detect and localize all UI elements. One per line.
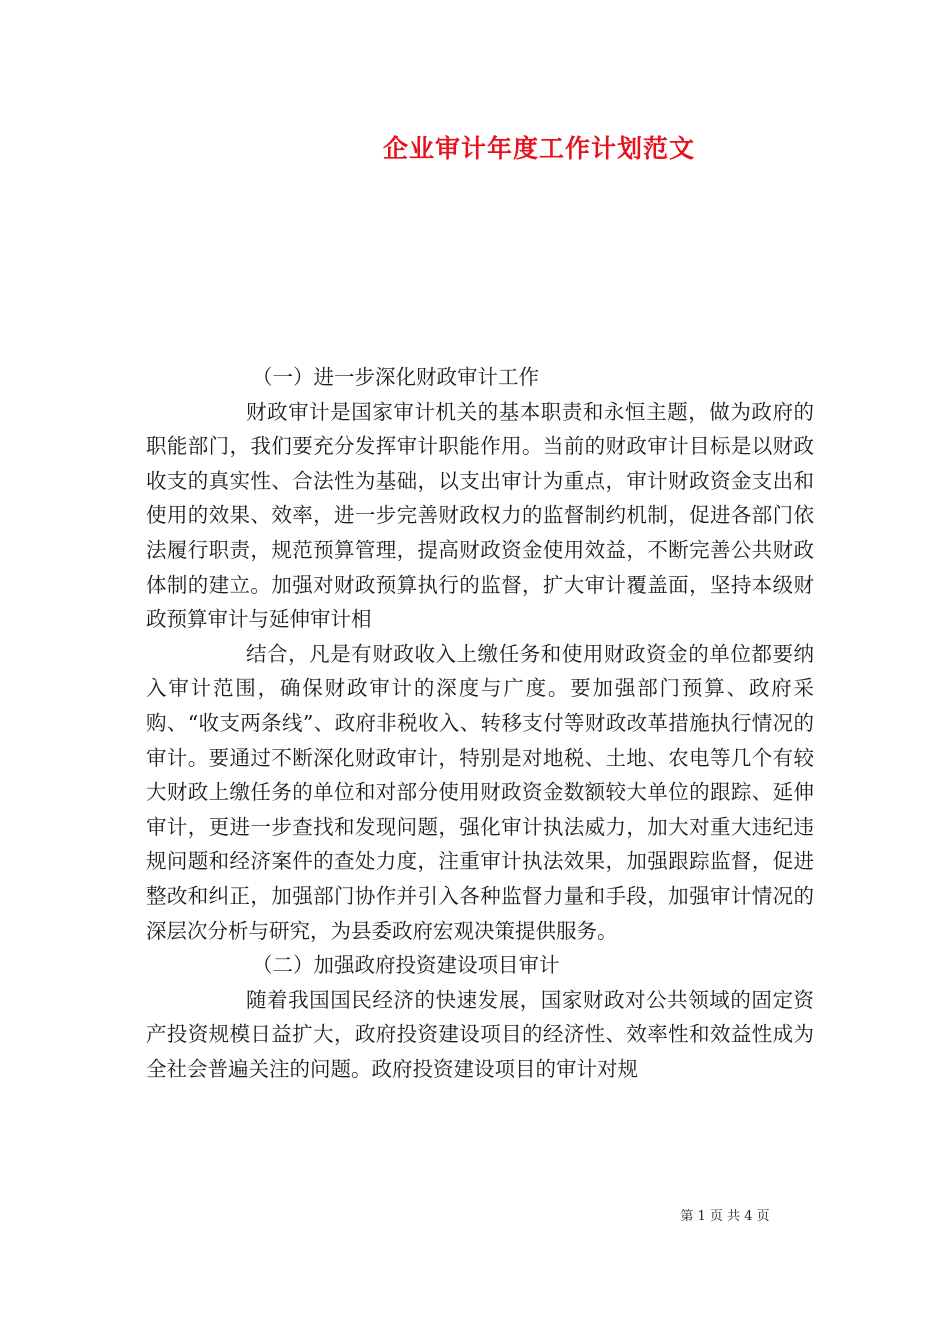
section-heading-1: （一）进一步深化财政审计工作 bbox=[252, 365, 539, 389]
document-body bbox=[146, 360, 814, 1086]
paragraph: 随着我国国民经济的快速发展，国家财政对公共领域的固定资产投资规模日益扩大，政府投资建设项目的经济性、效率性和效益性成为全社会普遍关注的问题。政府投资建设项目的审计对规 bbox=[146, 987, 814, 1081]
section-heading-2: （二）加强政府投资建设项目审计 bbox=[252, 953, 560, 978]
page-number-footer: 第 1 页 共 4 页 bbox=[680, 1209, 770, 1224]
paragraph: 结合，凡是有财政收入上缴任务和使用财政资金的单位都要纳入审计范围，确保财政审计的深度与广度。要加强部门预算、政府采购、“收支两条线”、政府非税收入、转移支付等财政改革措施执行情况的审计。要通过不断深化财政审计，特别是对地税、土地、农电等几个有较大财政上缴任务的单位和对部分使用财政资金数额较大单位的跟踪、延伸审计，更进一步查找和发现问题，强化审计执法威力，加大对重大违纪违规问题和经济案件的查处力度，注重审计执法效果，加强跟踪监督，促进整改和纠正，加强部门协作并引入各种监督力量和手段，加强审计情况的深层次分析与研究，为县委政府宏观决策提供服务。 bbox=[146, 641, 814, 943]
paragraph: 财政审计是国家审计机关的基本职责和永恒主题，做为政府的职能部门，我们要充分发挥审计职能作用。当前的财政审计目标是以财政收支的真实性、合法性为基础，以支出审计为重点，审计财政资金支出和使用的效果、效率，进一步完善财政权力的监督制约机制，促进各部门依法履行职责，规范预算管理，提高财政资金使用效益，不断完善公共财政体制的建立。加强对财政预算执行的监督，扩大审计覆盖面，坚持本级财政预算审计与延伸审计相 bbox=[146, 399, 814, 632]
document-title: 企业审计年度工作计划范文 bbox=[382, 134, 695, 163]
